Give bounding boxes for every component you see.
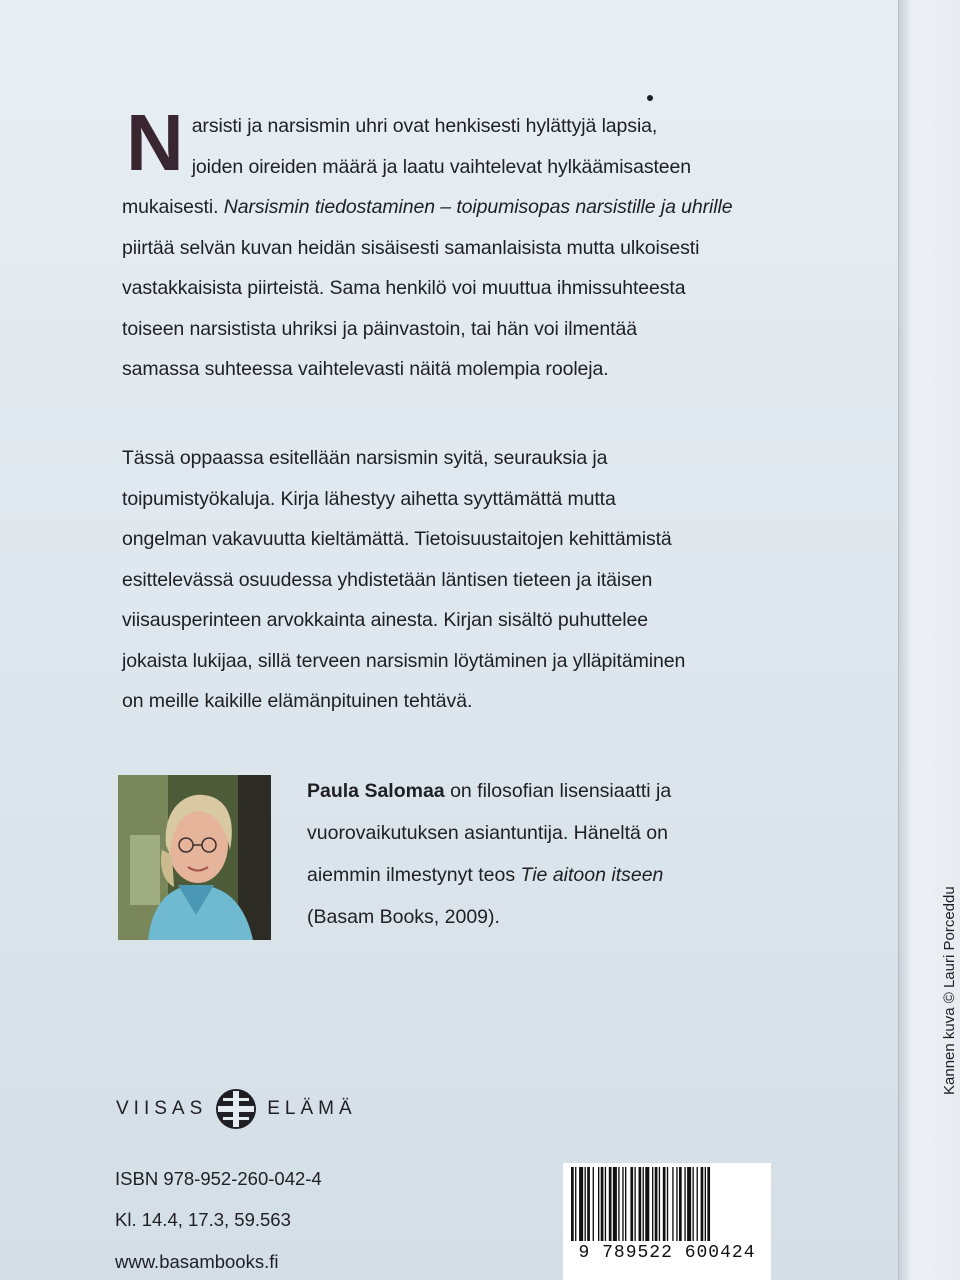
barcode-bar — [693, 1167, 694, 1241]
barcode-bar — [571, 1167, 574, 1241]
barcode-bar — [609, 1167, 612, 1241]
publisher-website: www.basambooks.fi — [115, 1251, 279, 1272]
barcode-bar — [605, 1167, 606, 1241]
blurb-line: esittelevässä osuudessa yhdistetään läntisen tieteen ja itäisen — [122, 568, 653, 591]
author-photo — [118, 775, 271, 940]
barcode-bar — [663, 1167, 666, 1241]
blurb-line: ongelman vakavuutta kieltämättä. Tietoisuustaitojen kehittämistä — [122, 528, 672, 550]
barcode-bar — [687, 1167, 691, 1241]
barcode-bars-icon — [563, 1163, 771, 1243]
blurb-line: samassa suhteessa vaihtelevasti näitä molempia rooleja. — [122, 358, 609, 380]
bio-line: vuorovaikutuksen asiantuntija. Häneltä on — [307, 822, 668, 844]
barcode-bar — [598, 1167, 599, 1241]
barcode-bar — [645, 1167, 649, 1241]
bio-line: (Basam Books, 2009). — [307, 906, 500, 928]
barcode-bar — [630, 1167, 633, 1241]
blurb-paragraph-2 — [122, 438, 782, 722]
cover-photo-credit: Kannen kuva © Lauri Porceddu — [941, 886, 958, 1095]
blurb-line: vastakkaisista piirteistä. Sama henkilö voi muuttua ihmissuhteesta — [122, 277, 686, 299]
barcode-bar — [652, 1167, 653, 1241]
author-bio — [307, 770, 767, 938]
blurb-line: toiseen narsistista uhriksi ja päinvastoin, tai hän voi ilmentää — [122, 317, 637, 340]
bio-line: aiemmin ilmestynyt teos Tie aitoon itseen — [307, 864, 664, 886]
viisas-elama-emblem-icon — [215, 1088, 257, 1130]
barcode-bar — [705, 1167, 706, 1241]
library-classification: Kl. 14.4, 17.3, 59.563 — [115, 1209, 291, 1230]
barcode-bar — [601, 1167, 604, 1241]
author-portrait-icon — [118, 775, 271, 940]
barcode — [563, 1163, 771, 1280]
barcode-bar — [579, 1167, 583, 1241]
barcode-bar — [622, 1167, 623, 1241]
barcode-bar — [707, 1167, 710, 1241]
author-name: Paula Salomaa — [307, 780, 445, 802]
barcode-bar — [575, 1167, 576, 1241]
logo-text-left: VIISAS — [116, 1098, 208, 1119]
barcode-bar — [679, 1167, 682, 1241]
series-logo — [116, 1088, 357, 1130]
barcode-bar — [643, 1167, 644, 1241]
book-title: Narsismin tiedostaminen – toipumisopas narsistille ja uhrille — [223, 196, 733, 218]
blurb-line: Tässä oppaassa esitellään narsismin syitä, seurauksia ja — [122, 447, 608, 469]
blurb-line: piirtää selvän kuvan heidän sisäisesti samanlaisista mutta ulkoisesti — [122, 236, 700, 259]
barcode-bar — [659, 1167, 660, 1241]
barcode-bar — [676, 1167, 677, 1241]
blurb-line: joiden oireiden määrä ja laatu vaihtelevat hylkäämisasteen — [191, 155, 692, 178]
barcode-bar — [672, 1167, 673, 1241]
blurb-line: viisausperinteen arvokkainta ainesta. Kirjan sisältö puhuttelee — [122, 609, 648, 631]
barcode-bar — [639, 1167, 642, 1241]
barcode-bar — [625, 1167, 626, 1241]
bio-line: Paula Salomaa on filosofian lisensiaatti ja — [307, 780, 672, 802]
barcode-bar — [684, 1167, 685, 1241]
barcode-bar — [593, 1167, 594, 1241]
barcode-digits: 9 789522 600424 — [578, 1243, 756, 1263]
blurb-line: arsisti ja narsismin uhri ovat henkisesti hylättyjä lapsia, — [191, 115, 658, 137]
barcode-bar — [618, 1167, 619, 1241]
barcode-bar — [634, 1167, 635, 1241]
isbn: ISBN 978-952-260-042-4 — [115, 1168, 322, 1189]
barcode-bar — [587, 1167, 590, 1241]
blurb-line: mukaisesti. Narsismin tiedostaminen – toipumisopas narsistille ja uhrille — [122, 196, 733, 218]
drop-cap: N — [126, 98, 184, 187]
logo-text-right: ELÄMÄ — [267, 1098, 357, 1119]
barcode-bar — [697, 1167, 698, 1241]
blurb-line: toipumistyökaluja. Kirja lähestyy aihetta syyttämättä mutta — [122, 487, 616, 510]
barcode-bar — [701, 1167, 704, 1241]
barcode-bar — [667, 1167, 668, 1241]
previous-book-title: Tie aitoon itseen — [520, 864, 664, 886]
blurb-line: jokaista lukijaa, sillä terveen narsismin löytäminen ja ylläpitäminen — [122, 649, 686, 672]
barcode-bar — [585, 1167, 586, 1241]
blurb-line: on meille kaikille elämänpituinen tehtävä. — [122, 690, 473, 712]
print-speck — [647, 95, 653, 101]
barcode-bar — [613, 1167, 617, 1241]
blurb-paragraph-1 — [122, 98, 782, 390]
barcode-bar — [655, 1167, 658, 1241]
